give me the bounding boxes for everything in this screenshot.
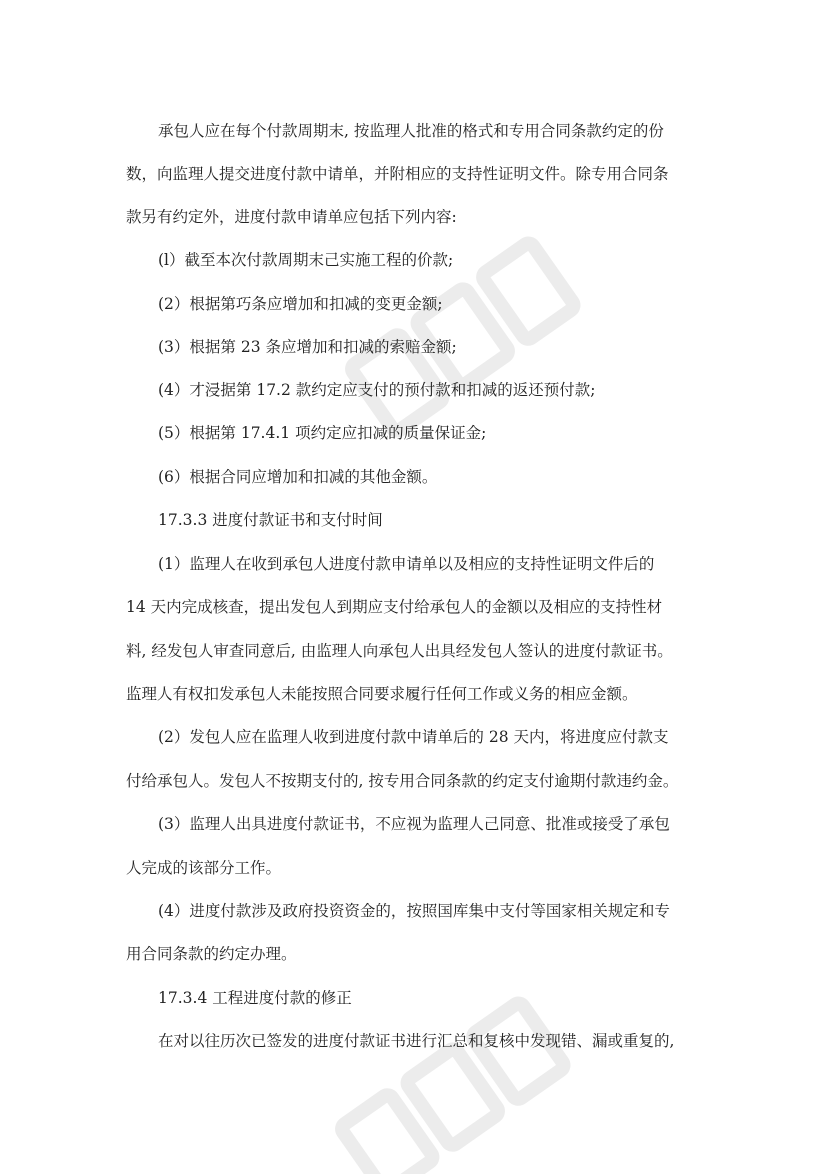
paragraph-line: 14 天内完成核查，提出发包人到期应支付给承包人的金额以及相应的支持性材: [126, 598, 663, 616]
paragraph-line: 款另有约定外，进度付款申请单应包括下列内容:: [126, 208, 457, 226]
paragraph-line: 用合同条款的约定办理。: [126, 945, 297, 963]
paragraph-line: 承包人应在每个付款周期末, 按监理人批准的格式和专用合同条款约定的份: [158, 122, 664, 140]
paragraph-line: 付给承包人。发包人不按期支付的, 按专用合同条款的约定支付逾期付款违约金。: [126, 772, 679, 790]
list-item: (l）截至本次付款周期末己实施工程的价款;: [158, 251, 454, 269]
list-item: (6）根据合同应增加和扣减的其他金额。: [158, 468, 438, 486]
section-heading: 17.3.4 工程进度付款的修正: [158, 989, 352, 1007]
paragraph-line: 在对以往历次已签发的进度付款证书进行汇总和复核中发现错、漏或重复的,: [158, 1032, 675, 1050]
watermark-mark-bottom: [340, 1001, 566, 1174]
paragraph-line: (2）发包人应在监理人收到进度付款中请单后的 28 天内，将进度应付款支: [158, 728, 669, 746]
section-heading: 17.3.3 进度付款证书和支付时间: [158, 511, 383, 529]
paragraph-line: (4）进度付款涉及政府投资资金的，按照国库集中支付等国家相关规定和专: [158, 902, 670, 920]
list-item: (3）根据第 23 条应增加和扣减的索赔金额;: [158, 338, 457, 356]
list-item: (2）根据第巧条应增加和扣减的变更金额;: [158, 295, 443, 313]
paragraph-line: 料, 经发包人审查同意后, 由监理人向承包人出具经发包人签认的进度付款证书。: [126, 642, 673, 660]
paragraph-line: (3）监理人出具进度付款证书，不应视为监理人己同意、批准或接受了承包: [158, 815, 670, 833]
list-item: (5）根据第 17.4.1 项约定应扣减的质量保证金;: [158, 424, 487, 442]
paragraph-line: (1）监理人在收到承包人进度付款申请单以及相应的支持性证明文件后的: [158, 555, 655, 573]
paragraph-line: 数，向监理人提交进度付款中请单，并附相应的支持性证明文件。除专用合同条: [126, 165, 669, 183]
paragraph-line: 人完成的该部分工作。: [126, 859, 282, 877]
paragraph-line: 监理人有权扣发承包人未能按照合同要求履行任何工作或义务的相应金额。: [126, 685, 638, 703]
list-item: (4）才浸据第 17.2 款约定应支付的预付款和扣减的返还预付款;: [158, 381, 596, 399]
